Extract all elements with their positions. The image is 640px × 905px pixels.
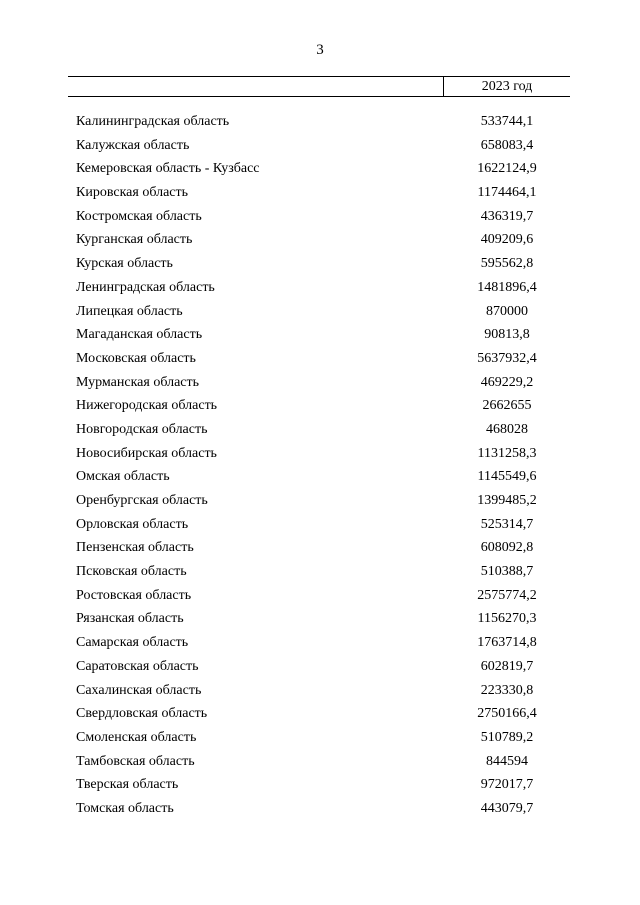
region-value: 2662655	[482, 398, 532, 414]
table-header	[68, 76, 570, 97]
table-row	[76, 631, 570, 655]
table-row	[76, 702, 570, 726]
table-row	[76, 110, 570, 134]
region-value: 223330,8	[480, 682, 534, 698]
region-value: 468028	[486, 421, 528, 437]
region-value: 1131258,3	[477, 445, 537, 461]
region-value: 436319,7	[480, 208, 534, 224]
region-value: 602819,7	[480, 658, 534, 674]
region-value: 510388,7	[480, 564, 534, 580]
region-name: Омская область	[76, 469, 170, 485]
region-name: Новгородская область	[76, 421, 208, 437]
region-value: 525314,7	[480, 516, 534, 532]
table-row	[76, 513, 570, 537]
region-value: 2750166,4	[477, 706, 537, 722]
region-value: 533744,1	[480, 114, 534, 129]
table-row	[76, 726, 570, 750]
region-name: Калининградская область	[76, 114, 230, 129]
region-value: 1481896,4	[477, 279, 537, 295]
region-name: Сахалинская область	[76, 682, 202, 698]
table-row	[76, 300, 570, 324]
table-row	[76, 347, 570, 371]
region-name: Московская область	[76, 350, 196, 366]
table-row	[76, 323, 570, 347]
table-row	[76, 465, 570, 489]
table-row	[76, 394, 570, 418]
region-name: Орловская область	[76, 516, 189, 532]
region-name: Калужская область	[76, 137, 190, 153]
table-row	[76, 205, 570, 229]
table-row	[76, 560, 570, 584]
region-name: Саратовская область	[76, 658, 199, 674]
table-row	[76, 134, 570, 158]
table-row	[76, 371, 570, 395]
region-value: 1399485,2	[477, 493, 537, 508]
region-name: Нижегородская область	[76, 398, 218, 414]
region-value: 5637932,4	[477, 350, 537, 366]
region-name: Кемеровская область - Кузбасс	[76, 161, 260, 177]
region-value: 2575774,2	[477, 587, 537, 603]
region-name: Тверская область	[76, 777, 179, 793]
region-value: 1145549,6	[477, 469, 537, 485]
table-row	[76, 750, 570, 774]
table-row	[76, 442, 570, 466]
region-value: 595562,8	[480, 256, 534, 272]
table-row	[76, 157, 570, 181]
region-name: Рязанская область	[76, 611, 184, 627]
region-name: Ростовская область	[76, 587, 192, 603]
region-name: Смоленская область	[76, 729, 197, 745]
region-name: Свердловская область	[76, 706, 208, 722]
table-row	[76, 655, 570, 679]
table-body	[76, 110, 570, 821]
region-value: 972017,7	[480, 777, 534, 793]
region-value: 844594	[486, 753, 528, 769]
region-name: Ленинградская область	[76, 279, 215, 295]
table-row	[76, 228, 570, 252]
region-value: 1174464,1	[477, 185, 537, 201]
region-name: Липецкая область	[76, 303, 183, 319]
region-value: 90813,8	[484, 327, 530, 343]
region-name: Магаданская область	[76, 327, 203, 343]
table-row	[76, 607, 570, 631]
table-row	[76, 584, 570, 608]
table-row	[76, 181, 570, 205]
table-row	[76, 797, 570, 821]
table-row	[76, 252, 570, 276]
region-value: 409209,6	[480, 232, 534, 248]
page-number: 3	[316, 42, 324, 58]
table-row	[76, 418, 570, 442]
region-name: Тамбовская область	[76, 753, 195, 769]
table-row	[76, 773, 570, 797]
region-name: Самарская область	[76, 635, 189, 651]
region-value: 1622124,9	[477, 161, 537, 177]
region-value: 1156270,3	[477, 611, 537, 627]
region-name: Курская область	[76, 256, 173, 272]
region-name: Оренбургская область	[76, 493, 208, 508]
table-row	[76, 679, 570, 703]
region-name: Костромская область	[76, 208, 202, 224]
region-name: Пензенская область	[76, 540, 194, 556]
region-value: 608092,8	[480, 540, 534, 556]
table-row	[76, 276, 570, 300]
year-column-header: 2023 год	[481, 79, 533, 94]
region-value: 469229,2	[480, 374, 534, 390]
region-value: 870000	[486, 303, 528, 319]
region-name: Мурманская область	[76, 374, 200, 390]
region-name: Томская область	[76, 800, 174, 816]
region-value: 1763714,8	[477, 635, 537, 651]
region-name: Новосибирская область	[76, 445, 217, 461]
region-name: Курганская область	[76, 232, 193, 248]
region-name: Псковская область	[76, 564, 187, 580]
region-value: 658083,4	[480, 137, 534, 153]
region-value: 510789,2	[480, 729, 534, 745]
region-value: 443079,7	[480, 800, 534, 816]
region-name: Кировская область	[76, 185, 189, 201]
table-row	[76, 489, 570, 513]
table-row	[76, 536, 570, 560]
